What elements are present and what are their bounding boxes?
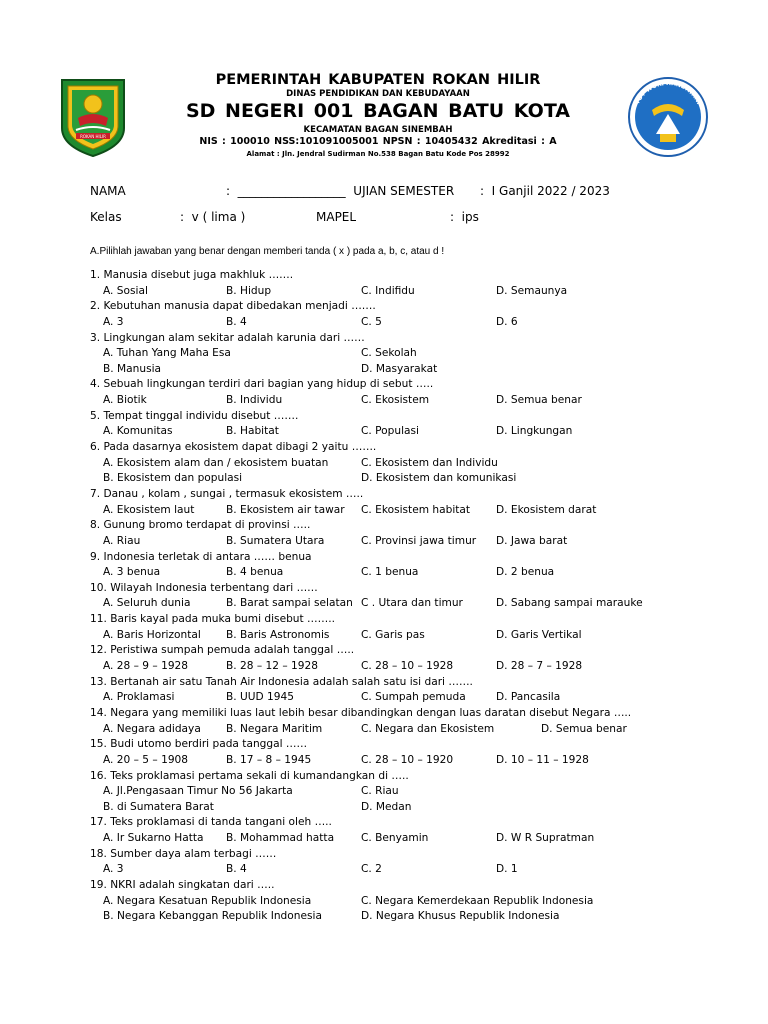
question-9	[90, 550, 750, 566]
options-row	[90, 315, 750, 331]
answer-option-c: C. 28 – 10 – 1928	[361, 660, 454, 673]
answer-option-c: C. 5	[361, 315, 382, 328]
answer-option-b: B. Mohammad hatta	[226, 832, 335, 845]
options-row	[90, 909, 750, 925]
mapel-value: : ips	[450, 210, 479, 224]
answer-option-d: D. Garis Vertikal	[496, 628, 582, 641]
options-row	[90, 690, 750, 706]
answer-option-c: C. Ekosistem habitat	[361, 503, 471, 516]
options-row	[90, 362, 750, 378]
header-school-name: SD NEGERI 001 BAGAN BATU KOTA	[185, 100, 571, 122]
answer-option-c: C. Indifidu	[361, 284, 415, 297]
answer-option-c: C. Garis pas	[361, 628, 425, 641]
question-text: 19. NKRI adalah singkatan dari …..	[90, 878, 275, 891]
answer-option-a: A. Ekosistem alam dan / ekosistem buatan	[103, 456, 329, 469]
tut-wuri-handayani-logo-icon	[622, 76, 714, 158]
answer-option-b: B. 4 benua	[226, 566, 284, 579]
answer-option-d: D. 2 benua	[496, 566, 555, 579]
answer-option-c: C. 2	[361, 863, 382, 876]
answer-option-d: D. 28 – 7 – 1928	[496, 660, 583, 673]
answer-option-b: B. Negara Kebanggan Republik Indonesia	[103, 910, 322, 923]
rokan-hilir-emblem-icon	[58, 76, 128, 158]
options-row	[90, 393, 750, 409]
question-text: 13. Bertanah air satu Tanah Air Indonesia adalah salah satu isi dari …….	[90, 675, 473, 688]
options-row	[90, 565, 750, 581]
options-row	[90, 628, 750, 644]
options-row	[90, 722, 750, 738]
nama-label: NAMA	[90, 184, 126, 198]
options-row	[90, 534, 750, 550]
question-text: 10. Wilayah Indonesia terbentang dari ……	[90, 581, 318, 594]
header-district: KECAMATAN BAGAN SINEMBAH	[303, 125, 453, 135]
answer-option-c: C . Utara dan timur	[361, 597, 463, 610]
answer-option-a: A. 20 – 5 – 1908	[103, 753, 189, 766]
question-text: 14. Negara yang memiliki luas laut lebih besar dibandingkan dengan luas daratan disebut Negara …..	[90, 706, 632, 719]
answer-option-c: C. Ekosistem dan Individu	[361, 456, 498, 469]
options-row	[90, 596, 750, 612]
answer-option-a: A. Negara adidaya	[103, 722, 201, 735]
answer-option-a: A. Komunitas	[103, 425, 173, 438]
options-row	[90, 659, 750, 675]
svg-text:TUT WURI HANDAYANI: TUT WURI HANDAYANI	[633, 79, 703, 106]
answer-option-a: A. Jl.Pengasaan Timur No 56 Jakarta	[103, 785, 293, 798]
answer-option-d: D. Ekosistem darat	[496, 503, 597, 516]
answer-option-b: B. Manusia	[103, 362, 162, 375]
answer-option-d: D. Masyarakat	[361, 362, 438, 375]
question-text: 11. Baris kayal pada muka bumi disebut ……..	[90, 613, 335, 626]
question-7	[90, 487, 750, 503]
answer-option-a: A. Biotik	[103, 394, 147, 407]
question-text: 16. Teks proklamasi pertama sekali di kumandangkan di …..	[90, 769, 409, 782]
answer-option-a: A. Proklamasi	[103, 691, 175, 704]
question-text: 2. Kebutuhan manusia dapat dibedakan menjadi …….	[90, 300, 376, 313]
answer-option-d: D. Negara Khusus Republik Indonesia	[361, 910, 560, 923]
question-11	[90, 612, 750, 628]
answer-option-a: A. Sosial	[103, 284, 148, 297]
question-text: 15. Budi utomo berdiri pada tanggal ……	[90, 738, 308, 751]
options-row	[90, 784, 750, 800]
svg-text:ROKAN HILIR: ROKAN HILIR	[80, 134, 106, 139]
answer-option-d: D. Pancasila	[496, 691, 561, 704]
question-text: 1. Manusia disebut juga makhluk …….	[90, 269, 294, 281]
options-row	[90, 503, 750, 519]
question-2	[90, 299, 750, 315]
answer-option-a: A. 28 – 9 – 1928	[103, 660, 189, 673]
answer-option-b: B. UUD 1945	[226, 691, 294, 704]
answer-option-d: D. Ekosistem dan komunikasi	[361, 472, 517, 485]
question-5	[90, 409, 750, 425]
kelas-label: Kelas	[90, 210, 122, 224]
answer-option-d: D. Jawa barat	[496, 534, 568, 547]
answer-option-b: B. 4	[226, 863, 247, 876]
answer-option-c: C. Ekosistem	[361, 394, 430, 407]
question-12	[90, 643, 750, 659]
options-row	[90, 424, 750, 440]
answer-option-b: B. Hidup	[226, 284, 272, 297]
question-3	[90, 331, 750, 347]
answer-option-b: B. Baris Astronomis	[226, 628, 330, 641]
answer-option-b: B. 28 – 12 – 1928	[226, 660, 318, 673]
answer-option-c: C. Sekolah	[361, 347, 417, 360]
options-row	[90, 284, 750, 300]
answer-option-d: D. 10 – 11 – 1928	[496, 753, 589, 766]
question-19	[90, 878, 750, 894]
answer-option-c: C. Provinsi jawa timur	[361, 534, 477, 547]
question-text: 18. Sumber daya alam terbagi ……	[90, 847, 277, 860]
answer-option-d: D. 6	[496, 315, 518, 328]
answer-option-b: B. Barat sampai selatan	[226, 597, 353, 610]
question-text: 9. Indonesia terletak di antara …… benua	[90, 550, 312, 563]
question-18	[90, 847, 750, 863]
answer-option-a: A. 3	[103, 863, 124, 876]
question-4	[90, 377, 750, 393]
question-text: 12. Peristiwa sumpah pemuda adalah tanggal …..	[90, 644, 355, 657]
question-1	[90, 268, 750, 284]
answer-option-b: B. Negara Maritim	[226, 722, 323, 735]
question-17	[90, 815, 750, 831]
answer-option-d: D. Semua benar	[496, 394, 582, 407]
answer-option-a: A. Riau	[103, 534, 141, 547]
question-text: 8. Gunung bromo terdapat di provinsi …..	[90, 519, 311, 532]
mapel-label: MAPEL	[316, 210, 357, 224]
options-row	[90, 456, 750, 472]
question-text: 5. Tempat tinggal individu disebut …….	[90, 409, 299, 422]
question-list	[90, 268, 750, 925]
answer-option-a: A. Ir Sukarno Hatta	[103, 832, 204, 845]
question-6	[90, 440, 750, 456]
answer-option-b: B. Sumatera Utara	[226, 534, 325, 547]
options-row	[90, 894, 750, 910]
options-row	[90, 862, 750, 878]
instructions: A.Pilihlah jawaban yang benar dengan memberi tanda ( x ) pada a, b, c, atau d !	[90, 246, 445, 257]
question-text: 4. Sebuah lingkungan terdiri dari bagian yang hidup di sebut …..	[90, 378, 434, 391]
answer-option-a: A. 3	[103, 315, 124, 328]
options-row	[90, 346, 750, 362]
header-address: Alamat : Jln. Jendral Sudirman No.538 Bagan Batu Kode Pos 28992	[246, 150, 510, 158]
answer-option-c: C. Negara dan Ekosistem	[361, 722, 495, 735]
answer-option-c: C. Riau	[361, 785, 399, 798]
answer-option-b: B. 4	[226, 315, 247, 328]
question-10	[90, 581, 750, 597]
answer-option-d: D. Medan	[361, 800, 412, 813]
options-row	[90, 471, 750, 487]
answer-option-b: B. Ekosistem air tawar	[226, 503, 345, 516]
answer-option-b: B. 17 – 8 – 1945	[226, 753, 312, 766]
question-text: 3. Lingkungan alam sekitar adalah karunia dari ……	[90, 331, 365, 344]
answer-option-c: C. Benyamin	[361, 832, 429, 845]
question-8	[90, 518, 750, 534]
answer-option-d: D. Lingkungan	[496, 425, 573, 438]
answer-option-d: D. W R Supratman	[496, 832, 595, 845]
answer-option-c: C. 1 benua	[361, 566, 419, 579]
answer-option-c: C. 28 – 10 – 1920	[361, 753, 454, 766]
options-row	[90, 753, 750, 769]
question-text: 17. Teks proklamasi di tanda tangani oleh …..	[90, 816, 332, 829]
options-row	[90, 831, 750, 847]
answer-option-a: A. Seluruh dunia	[103, 597, 191, 610]
answer-option-c: C. Negara Kemerdekaan Republik Indonesia	[361, 894, 594, 907]
answer-option-d: D. 1	[496, 863, 518, 876]
answer-option-b: B. Individu	[226, 394, 283, 407]
nama-value: : __________________ UJIAN SEMESTER	[226, 184, 455, 198]
header-school-ids: NIS : 100010 NSS:101091005001 NPSN : 10405432 Akreditasi : A	[199, 136, 557, 147]
answer-option-b: B. di Sumatera Barat	[103, 800, 214, 813]
question-text: 6. Pada dasarnya ekosistem dapat dibagi 2 yaitu …….	[90, 441, 377, 454]
answer-option-a: A. Baris Horizontal	[103, 628, 201, 641]
semester-value: : I Ganjil 2022 / 2023	[480, 184, 610, 198]
answer-option-d: D. Semua benar	[541, 722, 627, 735]
answer-option-b: B. Habitat	[226, 425, 279, 438]
question-15	[90, 737, 750, 753]
kelas-value: : v ( lima )	[180, 210, 246, 224]
answer-option-a: A. Ekosistem laut	[103, 503, 195, 516]
answer-option-a: A. Negara Kesatuan Republik Indonesia	[103, 894, 312, 907]
answer-option-d: D. Semaunya	[496, 284, 568, 297]
question-13	[90, 675, 750, 691]
answer-option-b: B. Ekosistem dan populasi	[103, 472, 243, 485]
question-text: 7. Danau , kolam , sungai , termasuk ekosistem …..	[90, 487, 364, 500]
options-row	[90, 800, 750, 816]
answer-option-a: A. 3 benua	[103, 566, 161, 579]
header-department: DINAS PENDIDIKAN DAN KEBUDAYAAN	[286, 89, 470, 99]
answer-option-c: C. Populasi	[361, 425, 419, 438]
question-14	[90, 706, 750, 722]
answer-option-a: A. Tuhan Yang Maha Esa	[103, 347, 231, 360]
answer-option-d: D. Sabang sampai marauke	[496, 597, 643, 610]
header-government: PEMERINTAH KABUPATEN ROKAN HILIR	[215, 72, 541, 88]
answer-option-c: C. Sumpah pemuda	[361, 691, 466, 704]
question-16	[90, 769, 750, 785]
